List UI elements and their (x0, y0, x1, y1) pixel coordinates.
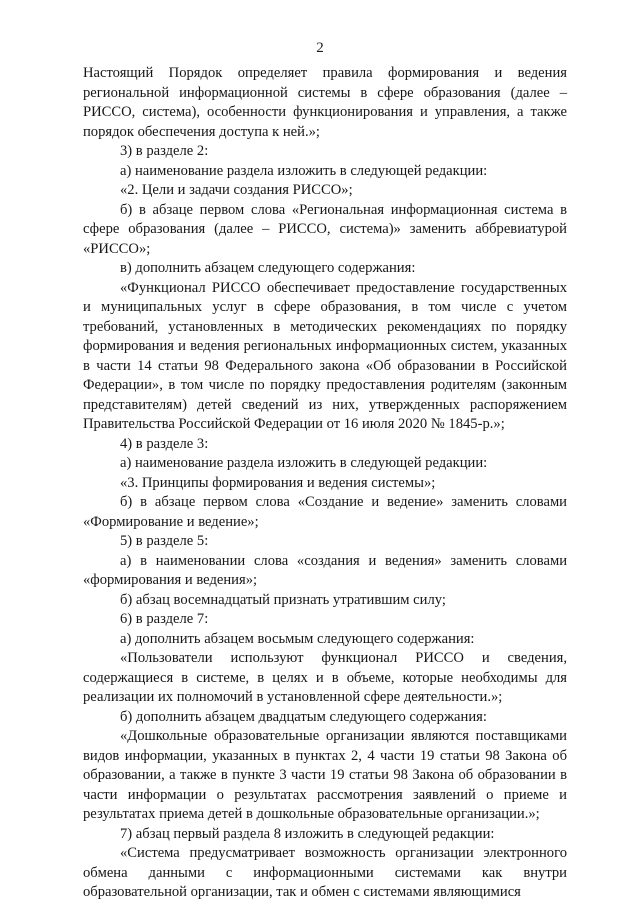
paragraph-6a-content: «Пользователи используют функционал РИССО и сведения, содержащиеся в системе, в целях и в объеме, которые необходимы для реализации их полномочий в установленной сфере деятельности.»; (83, 650, 567, 705)
paragraph-3a: а) наименование раздела изложить в следующей редакции: (120, 162, 488, 179)
paragraph-6b: б) дополнить абзацем двадцатым следующего содержания: (120, 708, 487, 725)
paragraph-item-5: 5) в разделе 5: (120, 533, 209, 549)
paragraph-4b: б) в абзаце первом слова «Создание и ведение» заменить словами «Формирование и ведение»; (83, 494, 567, 530)
paragraph-7-content: «Система предусматривает возможность организации электронного обмена данными с информационными системами как внутри образовательной организации, так и обмен с системами являющимися (83, 845, 567, 900)
paragraph-item-6: 6) в разделе 7: (120, 611, 209, 627)
paragraph-5b: б) абзац восемнадцатый признать утратившим силу; (120, 591, 446, 608)
paragraph-4a-title: «3. Принципы формирования и ведения системы»; (120, 474, 436, 491)
paragraph-3v-content: «Функционал РИССО обеспечивает предоставление государственных и муниципальных услуг в сфере образования, в том числе с учетом требований, установленных в методических рекомендациях по порядку формирования и ведения региональных информационных систем, указанных в части 14 статьи 98 Федерального закона «Об образовании в Российской Федерации», в том числе по порядку предоставления родителям (законным представителям) детей сведений из них, утвержденных распоряжением Правительства Российской Федерации от 16 июля 2020 № 1845-р.»; (83, 279, 567, 432)
paragraph-item-3: 3) в разделе 2: (120, 143, 209, 159)
page-number: 2 (316, 40, 324, 56)
paragraph-item-7: 7) абзац первый раздела 8 изложить в следующей редакции: (120, 825, 495, 842)
paragraph-3b: б) в абзаце первом слова «Региональная информационная система в сфере образования (далее – РИССО, система)» заменить аббревиатурой «РИССО»; (83, 201, 567, 257)
paragraph-item-4: 4) в разделе 3: (120, 435, 209, 452)
paragraph-5a: а) в наименовании слова «создания и ведения» заменить словами «формирования и ведения»; (83, 552, 567, 588)
paragraph-6a: а) дополнить абзацем восьмым следующего содержания: (120, 630, 475, 647)
paragraph-6b-content: «Дошкольные образовательные организации являются поставщиками видов информации, указанных в пунктах 2, 4 части 19 статьи 98 Закона об образовании, а также в пункте 3 части 19 статьи 98 Закона об образовании в части информации о результатах рассмотрения заявлений о приеме и результатах приема детей в дошкольные образовательные организации.»; (83, 728, 567, 822)
paragraph-4a: а) наименование раздела изложить в следующей редакции: (120, 455, 488, 471)
paragraph-intro: Настоящий Порядок определяет правила формирования и ведения региональной информационной системы в сфере образования (далее – РИССО, система), особенности функционирования и управления, а также порядок обеспечения доступа к ней.»; (83, 65, 567, 140)
paragraph-3a-title: «2. Цели и задачи создания РИССО»; (120, 182, 353, 198)
paragraph-3v: в) дополнить абзацем следующего содержания: (120, 260, 416, 276)
document-body (83, 64, 567, 903)
